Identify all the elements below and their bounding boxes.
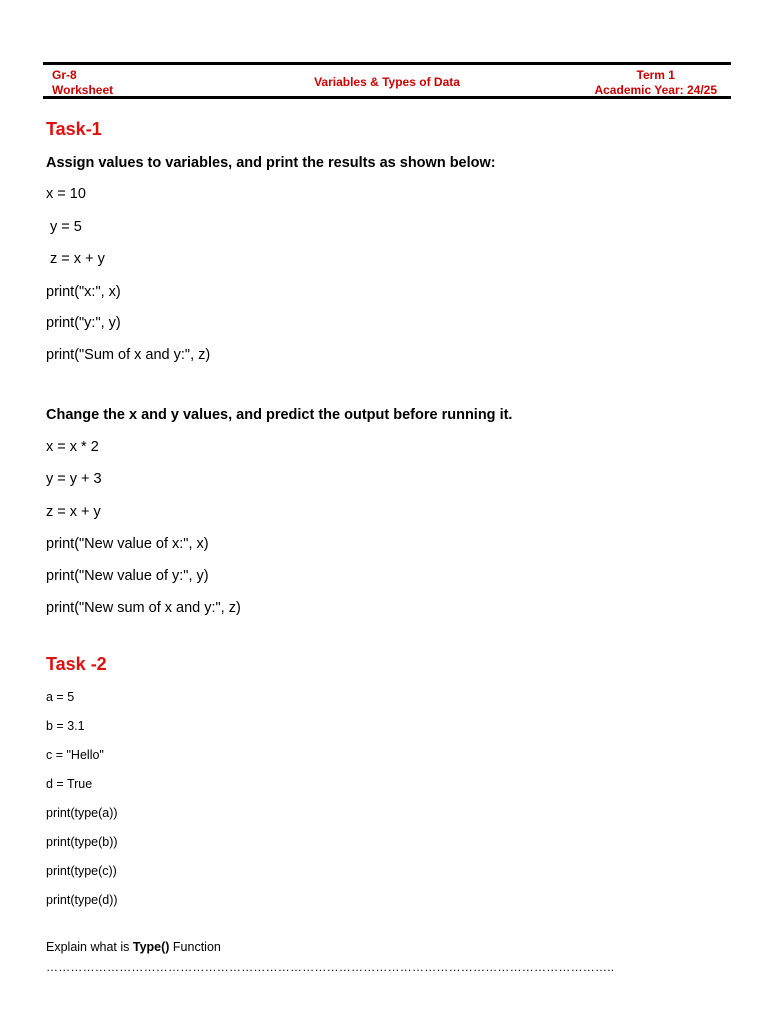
code-line: z = x + y — [46, 251, 105, 267]
code-line: print(type(a)) — [46, 806, 118, 820]
code-line: print("New value of x:", x) — [46, 536, 209, 552]
header-right — [594, 68, 717, 98]
academic-year-label: Academic Year: 24/25 — [594, 83, 717, 97]
task1-instruction-2: Change the x and y values, and predict the output before running it. — [46, 407, 513, 423]
code-line: b = 3.1 — [46, 719, 85, 733]
doc-type-label: Worksheet — [52, 83, 114, 97]
code-line: print("Sum of x and y:", z) — [46, 347, 211, 363]
worksheet-title: Variables & Types of Data — [314, 75, 460, 89]
term-label: Term 1 — [636, 68, 675, 82]
worksheet-header — [43, 62, 731, 99]
code-line: print(type(c)) — [46, 864, 117, 878]
code-line: print("New sum of x and y:", z) — [46, 600, 241, 616]
task2-title: Task -2 — [46, 654, 107, 674]
explain-prefix: Explain what is — [46, 940, 133, 954]
code-line: d = True — [46, 777, 93, 791]
code-line: x = x * 2 — [46, 439, 99, 455]
code-line: print(type(d)) — [46, 893, 118, 907]
task1-instruction-1: Assign values to variables, and print the results as shown below: — [46, 155, 496, 171]
explain-suffix: Function — [169, 940, 221, 954]
code-line: x = 10 — [46, 186, 86, 202]
code-line: a = 5 — [46, 690, 75, 704]
explain-keyword: Type() — [132, 940, 170, 954]
explain-question — [46, 940, 221, 954]
grade-label: Gr-8 — [52, 68, 77, 82]
code-line: print("y:", y) — [46, 315, 121, 331]
code-line: z = x + y — [46, 504, 101, 520]
code-line: y = 5 — [46, 219, 82, 235]
code-line: c = "Hello" — [46, 748, 104, 762]
code-line: print(type(b)) — [46, 835, 118, 849]
code-line: print("x:", x) — [46, 284, 121, 300]
answer-line[interactable]: ………………………………………………………………………………………………………………………….. — [46, 960, 615, 974]
task1-title: Task-1 — [46, 119, 102, 139]
code-line: y = y + 3 — [46, 471, 102, 487]
code-line: print("New value of y:", y) — [46, 568, 209, 584]
